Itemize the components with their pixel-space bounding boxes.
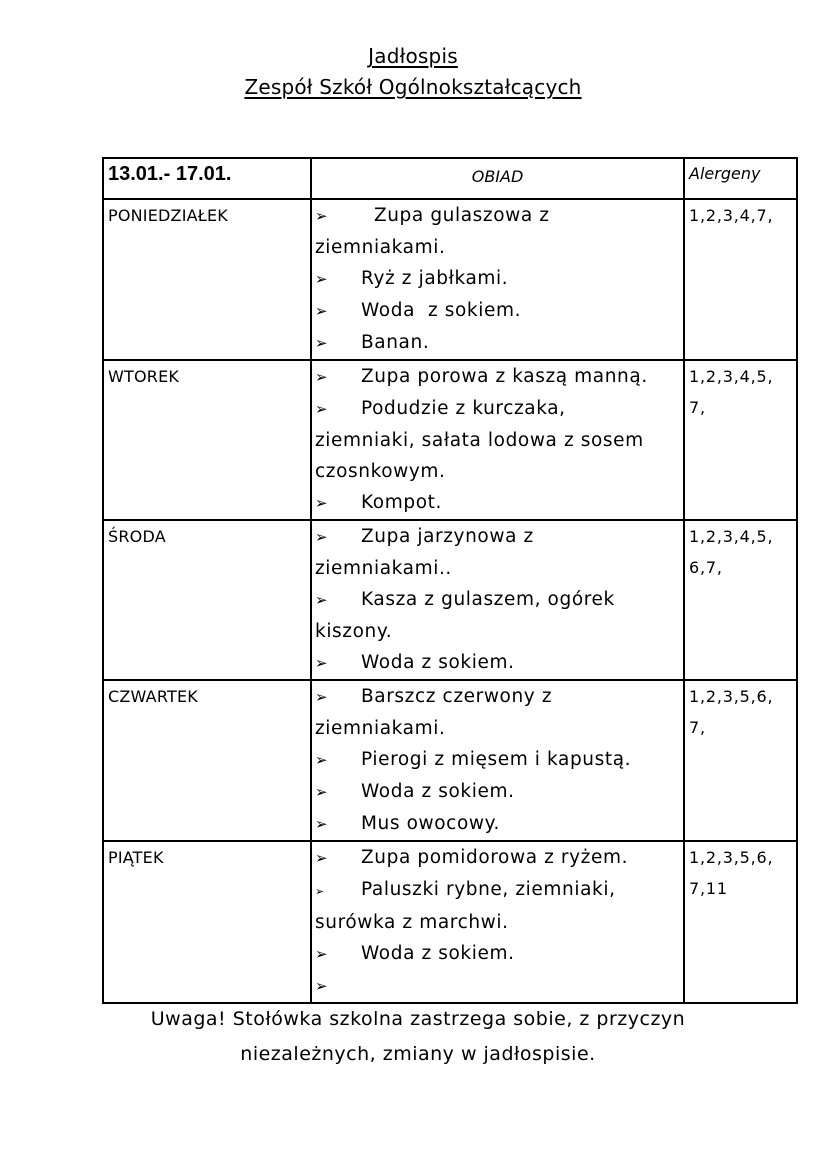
arrow-bullet-icon: ➢: [315, 885, 325, 898]
list-item: ➢ Ryż z jabłkami.: [315, 263, 683, 295]
day-monday: PONIEDZIAŁEK: [103, 199, 311, 360]
day-tuesday: WTOREK: [103, 360, 311, 520]
day-wednesday: ŚRODA: [103, 520, 311, 680]
page-title: Jadłospis: [368, 44, 458, 68]
arrow-bullet-icon: ➢: [315, 368, 329, 386]
dish-list: [311, 199, 684, 360]
dish-list: [311, 360, 684, 520]
table-row: [103, 199, 797, 360]
list-item: ➢ Zupa porowa z kaszą manną.: [315, 361, 683, 393]
list-item: ➢ Woda z sokiem.: [315, 295, 683, 327]
allergens-cell: 1,2,3,4,5, 7,: [684, 360, 797, 520]
list-item-continuation: ziemniakami.: [315, 718, 446, 739]
menu-table: [102, 157, 798, 1004]
notice-line: Uwaga! Stołówka szkolna zastrzega sobie, z przyczyn: [150, 1008, 686, 1030]
list-item: ➢ Pierogi z mięsem i kapustą.: [315, 744, 683, 776]
list-item-continuation: ziemniakami..: [315, 558, 452, 579]
list-item-continuation: ziemniakami.: [315, 237, 446, 258]
list-item-empty: [315, 970, 683, 1002]
list-item: ➢ Mus owocowy.: [315, 808, 683, 840]
allergens-cell: 1,2,3,5,6, 7,: [684, 680, 797, 841]
column-header-obiad: OBIAD: [311, 158, 684, 199]
arrow-bullet-icon: ➢: [315, 815, 329, 833]
day-friday: PIĄTEK: [103, 841, 311, 1003]
arrow-bullet-icon: ➢: [315, 688, 329, 706]
column-header-allergens: Alergeny: [684, 158, 797, 199]
list-item: ➢ Kasza z gulaszem, ogórek: [315, 584, 683, 616]
list-item: ➢ Podudzie z kurczaka,: [315, 393, 683, 425]
arrow-bullet-icon: ➢: [315, 400, 329, 418]
school-name: Zespół Szkół Ogólnokształcących: [244, 75, 582, 99]
list-item: ➢ Woda z sokiem.: [315, 647, 683, 679]
allergens-cell: 1,2,3,4,5, 6,7,: [684, 520, 797, 680]
table-header-row: [103, 158, 797, 199]
list-item: ➢ Barszcz czerwony z: [315, 681, 683, 713]
table-row: [103, 520, 797, 680]
list-item: ➢ Banan.: [315, 327, 683, 359]
arrow-bullet-icon: ➢: [315, 849, 329, 867]
arrow-bullet-icon: ➢: [315, 334, 329, 352]
list-item: ➢ Zupa pomidorowa z ryżem.: [315, 842, 683, 874]
list-item: ➢ Zupa jarzynowa z: [315, 521, 683, 553]
table-row: [103, 841, 797, 1003]
dish-list: [311, 841, 684, 1003]
arrow-bullet-icon: ➢: [315, 302, 329, 320]
list-item: ➢ Woda z sokiem.: [315, 776, 683, 808]
list-item: ➢ Woda z sokiem.: [315, 938, 683, 970]
arrow-bullet-icon: ➢: [315, 977, 329, 995]
arrow-bullet-icon: ➢: [315, 654, 329, 672]
allergens-cell: 1,2,3,4,7,: [684, 199, 797, 360]
list-item-continuation: kiszony.: [315, 621, 393, 642]
date-range: 13.01.- 17.01.: [103, 158, 311, 199]
arrow-bullet-icon: ➢: [315, 945, 329, 963]
dish-list: [311, 520, 684, 680]
dish-list: [311, 680, 684, 841]
list-item: ➢ Paluszki rybne, ziemniaki,: [315, 874, 683, 907]
arrow-bullet-icon: ➢: [315, 270, 329, 288]
notice-line: niezależnych, zmiany w jadłospisie.: [240, 1043, 596, 1065]
list-item-continuation: surówka z marchwi.: [315, 912, 509, 933]
list-item-continuation: czosnkowym.: [315, 461, 446, 482]
arrow-bullet-icon: ➢: [315, 528, 329, 546]
day-thursday: CZWARTEK: [103, 680, 311, 841]
arrow-bullet-icon: ➢: [315, 207, 329, 225]
allergens-cell: 1,2,3,5,6, 7,11: [684, 841, 797, 1003]
table-row: [103, 680, 797, 841]
arrow-bullet-icon: ➢: [315, 494, 329, 512]
table-row: [103, 360, 797, 520]
list-item: ➢ Kompot.: [315, 487, 683, 519]
arrow-bullet-icon: ➢: [315, 783, 329, 801]
notice: [0, 1002, 826, 1072]
list-item: ➢ Zupa gulaszowa z: [315, 200, 683, 232]
arrow-bullet-icon: ➢: [315, 591, 329, 609]
list-item-continuation: ziemniaki, sałata lodowa z sosem: [315, 430, 644, 451]
arrow-bullet-icon: ➢: [315, 751, 329, 769]
